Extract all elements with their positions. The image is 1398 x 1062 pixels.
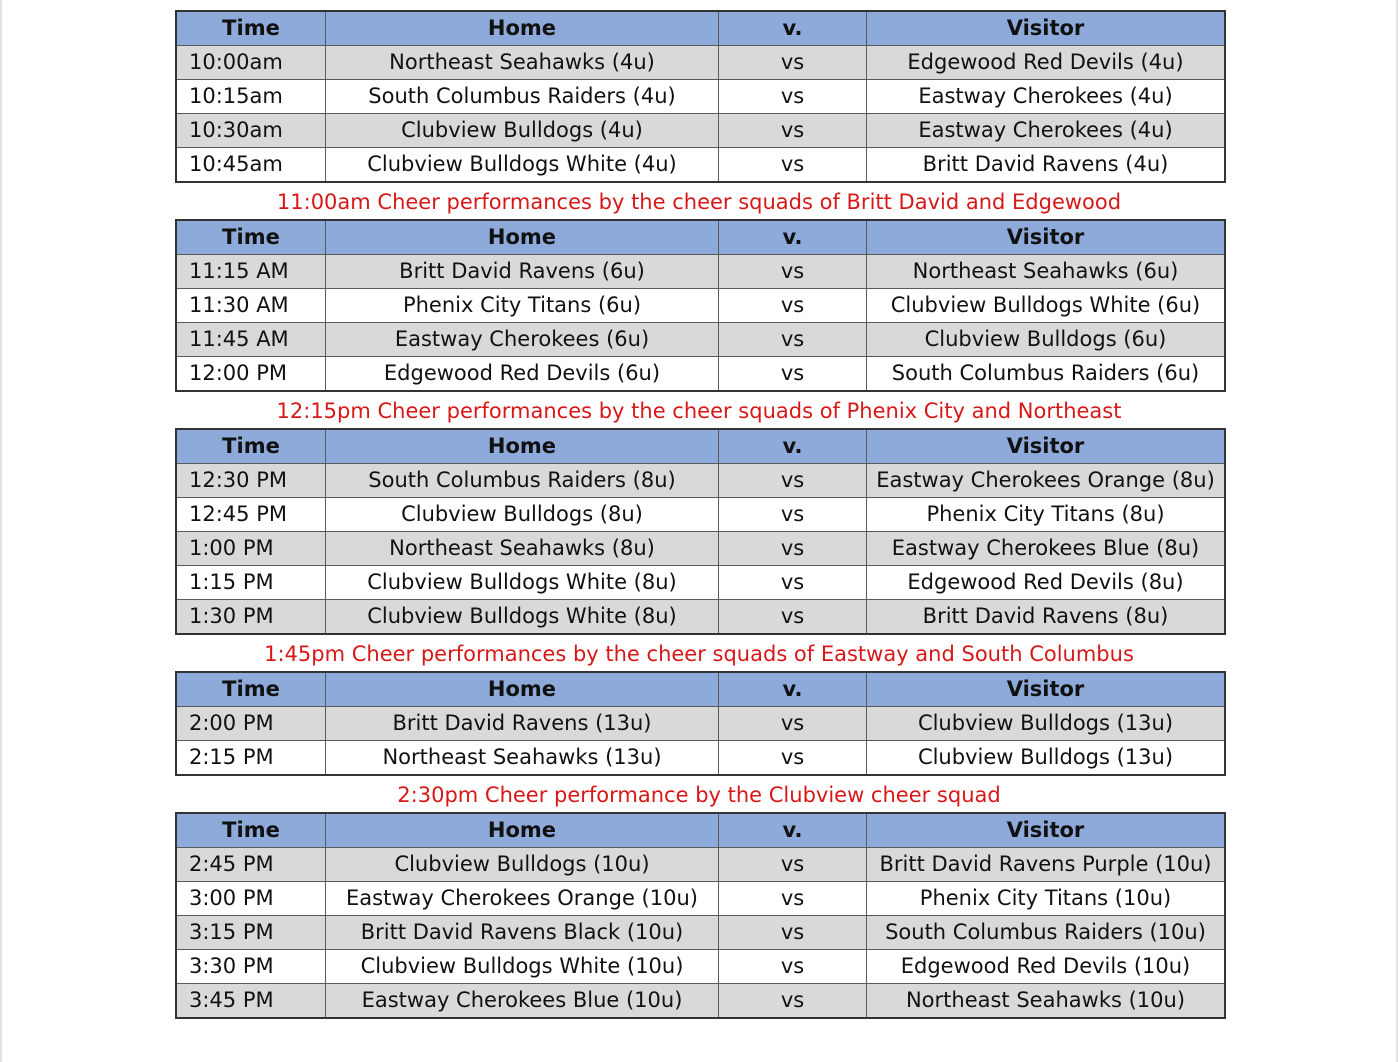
home-team: Edgewood Red Devils (6u)	[326, 357, 719, 392]
vs-label: vs	[719, 741, 867, 776]
game-time: 2:15 PM	[176, 741, 326, 776]
table-row	[176, 464, 1225, 498]
home-team: Clubview Bulldogs White (8u)	[326, 600, 719, 635]
visitor-team: Clubview Bulldogs (13u)	[867, 707, 1226, 741]
home-team: Clubview Bulldogs White (4u)	[326, 148, 719, 183]
header-home: Home	[326, 672, 719, 707]
game-time: 12:00 PM	[176, 357, 326, 392]
vs-label: vs	[719, 882, 867, 916]
cheer-performance-note: 1:45pm Cheer performances by the cheer squads of Eastway and South Columbus	[264, 642, 1134, 666]
table-row	[176, 848, 1225, 882]
table-header-row	[176, 11, 1225, 46]
game-time: 10:15am	[176, 80, 326, 114]
game-time: 3:30 PM	[176, 950, 326, 984]
visitor-team: Edgewood Red Devils (10u)	[867, 950, 1226, 984]
vs-label: vs	[719, 255, 867, 289]
visitor-team: Clubview Bulldogs (6u)	[867, 323, 1226, 357]
header-home: Home	[326, 220, 719, 255]
table-header-row	[176, 672, 1225, 707]
game-time: 1:30 PM	[176, 600, 326, 635]
header-visitor: Visitor	[867, 220, 1226, 255]
table-row	[176, 255, 1225, 289]
header-time: Time	[176, 813, 326, 848]
home-team: Britt David Ravens Black (10u)	[326, 916, 719, 950]
home-team: Clubview Bulldogs White (10u)	[326, 950, 719, 984]
home-team: Clubview Bulldogs (4u)	[326, 114, 719, 148]
header-time: Time	[176, 11, 326, 46]
header-v: v.	[719, 429, 867, 464]
home-team: Phenix City Titans (6u)	[326, 289, 719, 323]
game-time: 10:45am	[176, 148, 326, 183]
header-v: v.	[719, 813, 867, 848]
table-row	[176, 984, 1225, 1019]
vs-label: vs	[719, 357, 867, 392]
vs-label: vs	[719, 498, 867, 532]
game-time: 11:15 AM	[176, 255, 326, 289]
table-row	[176, 950, 1225, 984]
visitor-team: Eastway Cherokees Blue (8u)	[867, 532, 1226, 566]
vs-label: vs	[719, 323, 867, 357]
table-row	[176, 532, 1225, 566]
game-time: 3:45 PM	[176, 984, 326, 1019]
visitor-team: Northeast Seahawks (6u)	[867, 255, 1226, 289]
page-edge-left	[0, 0, 2, 1062]
home-team: Eastway Cherokees Blue (10u)	[326, 984, 719, 1019]
vs-label: vs	[719, 984, 867, 1019]
vs-label: vs	[719, 80, 867, 114]
vs-label: vs	[719, 566, 867, 600]
visitor-team: Britt David Ravens (4u)	[867, 148, 1226, 183]
vs-label: vs	[719, 707, 867, 741]
table-row	[176, 741, 1225, 776]
game-time: 11:45 AM	[176, 323, 326, 357]
home-team: South Columbus Raiders (4u)	[326, 80, 719, 114]
table-header-row	[176, 813, 1225, 848]
visitor-team: Clubview Bulldogs (13u)	[867, 741, 1226, 776]
table-row	[176, 80, 1225, 114]
visitor-team: Phenix City Titans (8u)	[867, 498, 1226, 532]
home-team: South Columbus Raiders (8u)	[326, 464, 719, 498]
cheer-performance-note: 11:00am Cheer performances by the cheer squads of Britt David and Edgewood	[276, 190, 1122, 214]
vs-label: vs	[719, 148, 867, 183]
vs-label: vs	[719, 464, 867, 498]
vs-label: vs	[719, 848, 867, 882]
game-schedule	[175, 10, 1223, 1019]
visitor-team: Eastway Cherokees (4u)	[867, 114, 1226, 148]
header-v: v.	[719, 220, 867, 255]
vs-label: vs	[719, 600, 867, 635]
vs-label: vs	[719, 950, 867, 984]
table-row	[176, 323, 1225, 357]
schedule-table	[175, 812, 1226, 1019]
home-team: Britt David Ravens (13u)	[326, 707, 719, 741]
header-visitor: Visitor	[867, 429, 1226, 464]
header-v: v.	[719, 11, 867, 46]
header-time: Time	[176, 220, 326, 255]
header-time: Time	[176, 429, 326, 464]
visitor-team: Clubview Bulldogs White (6u)	[867, 289, 1226, 323]
game-time: 12:45 PM	[176, 498, 326, 532]
game-time: 1:15 PM	[176, 566, 326, 600]
header-visitor: Visitor	[867, 813, 1226, 848]
table-row	[176, 566, 1225, 600]
table-header-row	[176, 429, 1225, 464]
header-time: Time	[176, 672, 326, 707]
game-time: 1:00 PM	[176, 532, 326, 566]
game-time: 3:15 PM	[176, 916, 326, 950]
home-team: Northeast Seahawks (13u)	[326, 741, 719, 776]
vs-label: vs	[719, 289, 867, 323]
visitor-team: Phenix City Titans (10u)	[867, 882, 1226, 916]
schedule-table	[175, 671, 1226, 776]
home-team: Northeast Seahawks (4u)	[326, 46, 719, 80]
visitor-team: South Columbus Raiders (6u)	[867, 357, 1226, 392]
home-team: Clubview Bulldogs (10u)	[326, 848, 719, 882]
home-team: Northeast Seahawks (8u)	[326, 532, 719, 566]
table-row	[176, 498, 1225, 532]
table-row	[176, 600, 1225, 635]
table-row	[176, 882, 1225, 916]
header-home: Home	[326, 429, 719, 464]
visitor-team: South Columbus Raiders (10u)	[867, 916, 1226, 950]
visitor-team: Northeast Seahawks (10u)	[867, 984, 1226, 1019]
header-home: Home	[326, 11, 719, 46]
table-row	[176, 916, 1225, 950]
home-team: Clubview Bulldogs (8u)	[326, 498, 719, 532]
cheer-performance-note: 12:15pm Cheer performances by the cheer squads of Phenix City and Northeast	[276, 399, 1122, 423]
table-header-row	[176, 220, 1225, 255]
game-time: 2:45 PM	[176, 848, 326, 882]
header-visitor: Visitor	[867, 11, 1226, 46]
table-row	[176, 114, 1225, 148]
visitor-team: Britt David Ravens (8u)	[867, 600, 1226, 635]
game-time: 2:00 PM	[176, 707, 326, 741]
vs-label: vs	[719, 916, 867, 950]
schedule-table	[175, 10, 1226, 183]
home-team: Eastway Cherokees (6u)	[326, 323, 719, 357]
header-home: Home	[326, 813, 719, 848]
game-time: 3:00 PM	[176, 882, 326, 916]
visitor-team: Edgewood Red Devils (4u)	[867, 46, 1226, 80]
vs-label: vs	[719, 532, 867, 566]
visitor-team: Eastway Cherokees Orange (8u)	[867, 464, 1226, 498]
header-visitor: Visitor	[867, 672, 1226, 707]
visitor-team: Eastway Cherokees (4u)	[867, 80, 1226, 114]
table-row	[176, 707, 1225, 741]
schedule-table	[175, 219, 1226, 392]
home-team: Britt David Ravens (6u)	[326, 255, 719, 289]
cheer-performance-note: 2:30pm Cheer performance by the Clubview cheer squad	[397, 783, 1001, 807]
game-time: 10:30am	[176, 114, 326, 148]
visitor-team: Edgewood Red Devils (8u)	[867, 566, 1226, 600]
game-time: 12:30 PM	[176, 464, 326, 498]
vs-label: vs	[719, 46, 867, 80]
home-team: Eastway Cherokees Orange (10u)	[326, 882, 719, 916]
game-time: 10:00am	[176, 46, 326, 80]
visitor-team: Britt David Ravens Purple (10u)	[867, 848, 1226, 882]
table-row	[176, 148, 1225, 183]
table-row	[176, 357, 1225, 392]
table-row	[176, 46, 1225, 80]
home-team: Clubview Bulldogs White (8u)	[326, 566, 719, 600]
vs-label: vs	[719, 114, 867, 148]
table-row	[176, 289, 1225, 323]
header-v: v.	[719, 672, 867, 707]
schedule-table	[175, 428, 1226, 635]
game-time: 11:30 AM	[176, 289, 326, 323]
